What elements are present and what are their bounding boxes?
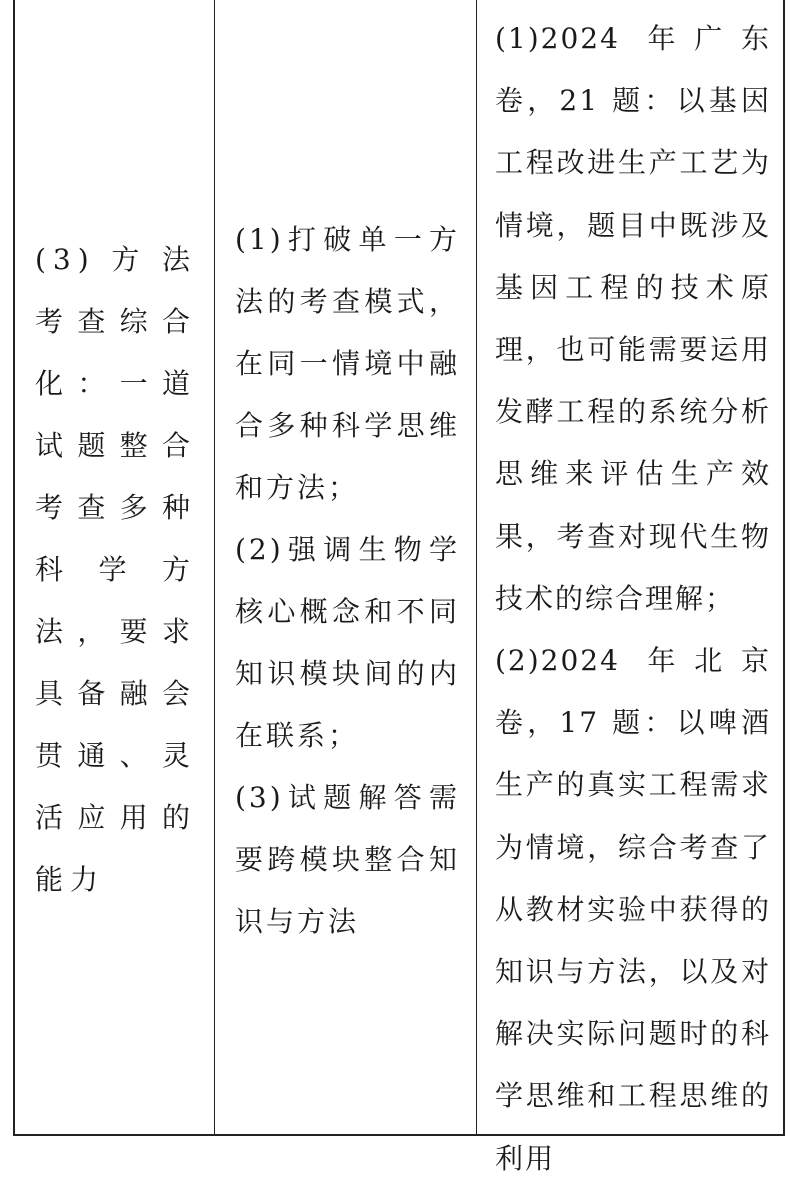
examples-list <box>477 0 783 1190</box>
example-item-1: (1)2024 年广东卷，21 题：以基因工程改进生产工艺为情境，题目中既涉及基因工程的技术原理，也可能需要运用发酵工程的系统分析思维来评估生产效果，考查对现代生物技术的综合理解； <box>495 22 771 615</box>
characteristic-item-2: (2)强调生物学核心概念和不同知识模块间的内在联系； <box>235 533 460 752</box>
characteristic-item-3: (3)试题解答需要跨模块整合知识与方法 <box>235 781 460 938</box>
content-table <box>13 0 785 1175</box>
characteristic-item-1: (1)打破单一方法的考查模式，在同一情境中融合多种科学思维和方法； <box>235 223 460 504</box>
characteristics-column <box>215 0 477 1134</box>
examples-column <box>477 0 783 1175</box>
example-item-2: (2)2024 年北京卷，17 题：以啤酒生产的真实工程需求为情境，综合考查了从教材实验中获得的知识与方法，以及对解决实际问题时的科学思维和工程思维的利用 <box>495 644 771 1175</box>
method-description: (3)方法考查综合化：一道试题整合考查多种科学方法，要求具备融会贯通、灵活应用的能力 <box>35 243 197 896</box>
method-column <box>15 0 215 1134</box>
characteristics-list <box>215 209 476 953</box>
